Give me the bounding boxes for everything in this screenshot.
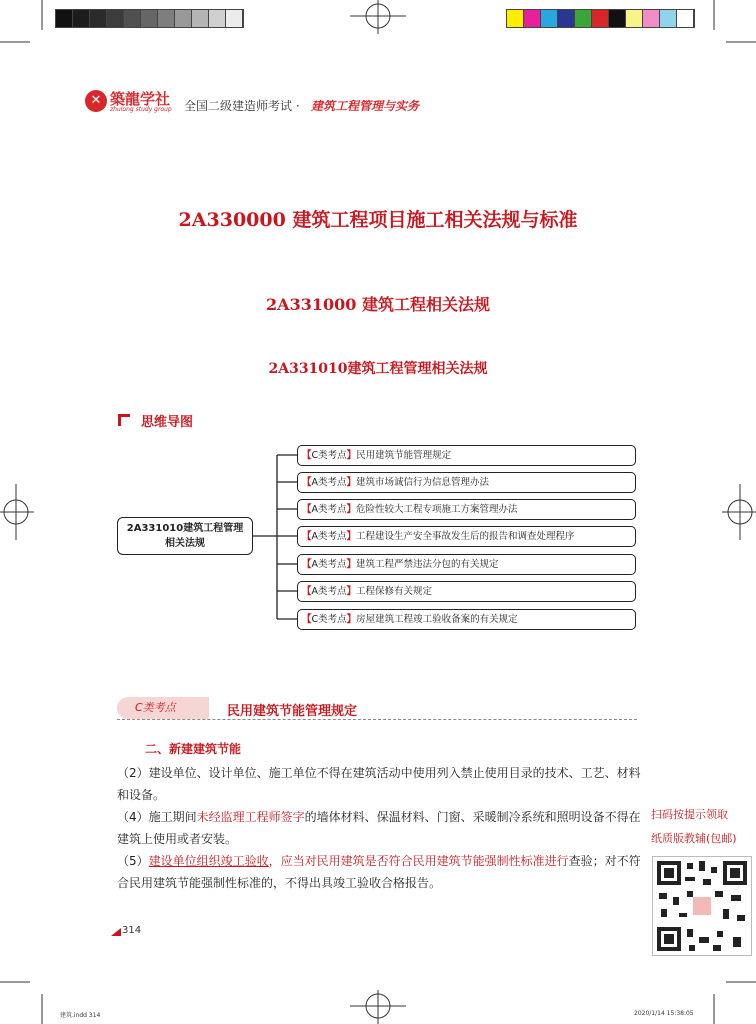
mindmap-node <box>297 609 636 630</box>
node-tag: C类考点 <box>311 450 347 461</box>
print-file-name: 建筑.indd 314 <box>60 1012 101 1019</box>
subject-name: 建筑工程管理与实务 <box>311 99 420 113</box>
node-tag: A类考点 <box>311 504 347 515</box>
node-text: 工程建设生产安全事故发生后的报告和调查处理程序 <box>356 531 575 542</box>
subheading: 二、新建建筑节能 <box>145 742 242 756</box>
mindmap-heading: 思维导图 <box>141 415 194 430</box>
paragraph-5 <box>117 850 641 894</box>
node-tag: C类考点 <box>311 614 347 625</box>
bracket-close: 】 <box>346 477 357 488</box>
mindmap-node <box>297 472 636 493</box>
mindmap-node <box>297 554 636 575</box>
mindmap-node <box>297 445 636 466</box>
brand-logo-icon: ✕ <box>85 90 107 112</box>
paragraph-5-lead: （5） <box>117 854 149 868</box>
highlight-text: 建设单位组织竣工验收 <box>148 854 269 868</box>
page-marker-icon <box>111 928 121 936</box>
bracket-close: 】 <box>346 586 357 597</box>
node-text: 工程保修有关规定 <box>356 586 433 597</box>
bracket-open: 【 <box>302 559 312 570</box>
mindmap-node <box>297 526 636 547</box>
mindmap-root-line1: 2A331010建筑工程管理 <box>126 523 244 534</box>
bracket-open: 【 <box>302 477 312 488</box>
brand-subtitle: zhulong study group <box>110 106 172 113</box>
bracket-open: 【 <box>302 531 312 542</box>
bracket-close: 】 <box>346 504 357 515</box>
side-note-line1: 扫码按提示领取 <box>651 808 728 821</box>
print-timestamp: 2020/1/14 15:38:05 <box>634 1010 694 1017</box>
node-text: 危险性较大工程专项施工方案管理办法 <box>356 504 518 515</box>
bracket-open: 【 <box>302 450 312 461</box>
bracket-close: 】 <box>346 614 357 625</box>
paragraph-4-rest: 的墙体材料、保温材料、门窗、采暖制冷系统和照明设备不得在建筑上使用或者安装。 <box>117 810 641 846</box>
bracket-open: 【 <box>302 614 312 625</box>
side-note-line2: 纸质版教辅(包邮) <box>651 832 737 845</box>
node-text: 民用建筑节能管理规定 <box>356 450 452 461</box>
mindmap-root-node <box>117 517 253 555</box>
node-tag: A类考点 <box>311 586 347 597</box>
bracket-open: 【 <box>302 504 312 515</box>
node-text: 建筑市场诚信行为信息管理办法 <box>356 477 490 488</box>
paragraph-5-rest: 查验；对不符合民用建筑节能强制性标准的，不得出具竣工验收合格报告。 <box>117 854 641 890</box>
mindmap-node <box>297 581 636 602</box>
mindmap-root-line2: 相关法规 <box>165 538 205 549</box>
brand-name: 築龍学社 <box>110 90 171 108</box>
paragraph-4 <box>117 806 641 850</box>
corner-bracket-icon <box>118 414 130 426</box>
node-tag: A类考点 <box>311 559 347 570</box>
mindmap-node <box>297 499 636 520</box>
qr-code-graphic <box>653 857 751 955</box>
node-tag: A类考点 <box>311 531 347 542</box>
bracket-close: 】 <box>346 531 357 542</box>
bracket-close: 】 <box>346 450 357 461</box>
bracket-open: 【 <box>302 586 312 597</box>
node-tag: A类考点 <box>311 477 347 488</box>
subsection-title: 2A331010建筑工程管理相关法规 <box>268 361 488 377</box>
node-text: 房屋建筑工程竣工验收备案的有关规定 <box>356 614 518 625</box>
exam-name: 全国二级建造师考试 · <box>184 99 300 113</box>
qr-code-icon[interactable] <box>652 856 752 956</box>
chapter-title: 2A330000 建筑工程项目施工相关法规与标准 <box>178 209 578 231</box>
topic-title: 民用建筑节能管理规定 <box>227 704 358 719</box>
section-title: 2A331000 建筑工程相关法规 <box>266 295 490 314</box>
highlight-text: 未经监理工程师签字 <box>196 810 305 824</box>
exam-point-tag: C类考点 <box>117 697 209 719</box>
dashed-divider <box>117 719 637 720</box>
highlight-text-continued: ，应当对民用建筑是否符合民用建筑节能强制性标准进行 <box>268 854 569 868</box>
paragraph-4-lead: （4）施工期间 <box>117 810 197 824</box>
page-number: 314 <box>122 925 142 936</box>
bracket-close: 】 <box>346 559 357 570</box>
paragraph-2: （2）建设单位、设计单位、施工单位不得在建筑活动中使用列入禁止使用目录的技术、工艺、材料和设备。 <box>117 766 641 802</box>
node-text: 建筑工程严禁违法分包的有关规定 <box>356 559 499 570</box>
